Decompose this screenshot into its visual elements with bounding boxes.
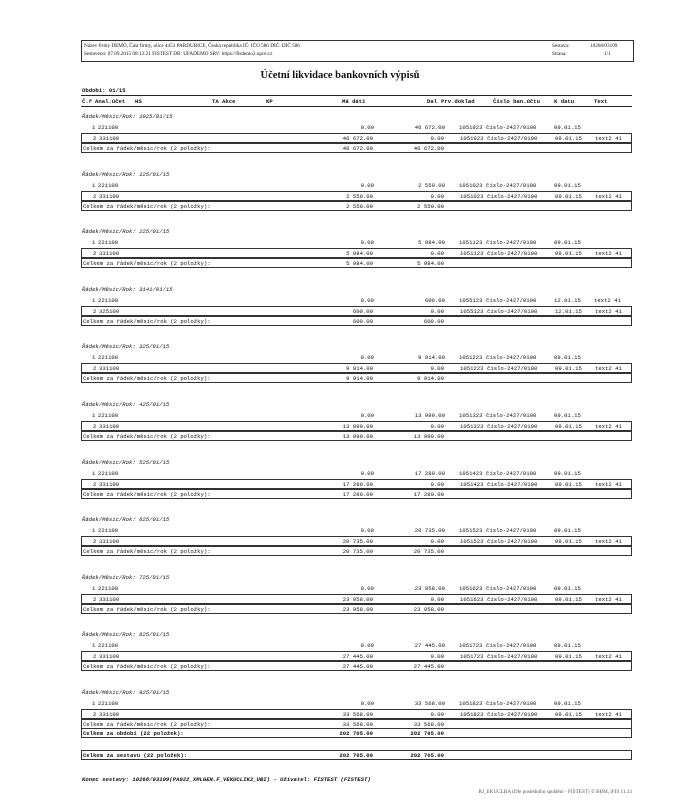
- row-number: 2: [93, 711, 97, 718]
- group-total-md: 33 568.00: [342, 721, 373, 728]
- table-row: [81, 641, 632, 650]
- row-doc: 1051023: [460, 192, 484, 200]
- group-label: Řádek/Měsíc/Rok: 425/01/15: [82, 401, 170, 408]
- row-ma-dati: 0.00: [360, 296, 374, 304]
- row-text: text2 41: [595, 192, 622, 200]
- period-total-row: [81, 728, 632, 738]
- group-total-md: 20 735.00: [342, 548, 373, 556]
- group-total-label: Celkem za řádek/měsíc/rok (2 položky):: [83, 375, 211, 383]
- col-cr: Č.ř: [82, 98, 93, 105]
- row-text: text2 41: [595, 365, 622, 373]
- group-total-label: Celkem za řádek/měsíc/rok (2 položky):: [83, 317, 211, 325]
- row-account: 221100: [98, 124, 119, 131]
- col-k-datu: K datu: [554, 98, 575, 105]
- group-total-label: Celkem za řádek/měsíc/rok (2 položky):: [83, 202, 211, 210]
- row-doc: 1051523: [459, 527, 483, 535]
- row-date: 09.01.15: [554, 527, 581, 535]
- group-total-d: 46 672.00: [413, 145, 444, 152]
- row-account: 221100: [98, 584, 119, 592]
- row-ma-dati: 17 280.00: [342, 480, 373, 488]
- sestava-label: Sestava:: [552, 43, 570, 49]
- row-bank-account: číslo-2427/0100: [486, 412, 537, 419]
- table-row: [81, 709, 632, 719]
- row-dal: 13 999.00: [414, 412, 445, 419]
- table-row: [81, 699, 632, 708]
- row-date: 09.01.15: [555, 480, 582, 488]
- row-bank-account: číslo-2427/0100: [487, 135, 538, 142]
- row-account: 221100: [98, 239, 119, 247]
- row-bank-account: číslo-2427/0100: [487, 250, 538, 258]
- table-row: [81, 363, 632, 373]
- group-label: Řádek/Měsíc/Rok: 3141/01/15: [82, 285, 173, 293]
- table-row: [81, 248, 632, 258]
- row-doc: 1051123: [460, 250, 484, 258]
- row-date: 09.01.15: [554, 469, 581, 477]
- row-number: 2: [93, 365, 97, 373]
- table-row: [81, 584, 632, 593]
- column-header-row: [81, 95, 632, 107]
- row-dal: 0.00: [430, 595, 444, 603]
- row-ma-dati: 0.00: [360, 469, 374, 477]
- group-label-row: [81, 458, 632, 467]
- row-bank-account: číslo-2427/0100: [487, 653, 538, 661]
- row-doc: 1051923: [459, 124, 483, 131]
- row-dal: 0.00: [430, 365, 444, 373]
- row-account: 221100: [98, 642, 119, 650]
- table-row: [81, 479, 632, 489]
- row-doc: 1051423: [459, 469, 483, 477]
- row-number: 1: [92, 296, 96, 304]
- row-doc: 1051223: [460, 365, 484, 373]
- row-dal: 23 958.00: [414, 584, 445, 592]
- group-label: Řádek/Měsíc/Rok: 925/01/15: [82, 689, 170, 696]
- row-bank-account: číslo-2427/0100: [487, 423, 538, 430]
- row-doc: 1051623: [459, 584, 483, 592]
- row-number: 2: [93, 480, 97, 488]
- group-label-row: [81, 688, 632, 697]
- row-ma-dati: 0.00: [360, 354, 374, 362]
- group-total-d: 9 914.00: [417, 375, 444, 383]
- row-number: 1: [92, 239, 96, 247]
- row-account: 221100: [98, 412, 119, 419]
- group-total-md: 46 672.00: [342, 145, 373, 152]
- row-date: 09.01.15: [554, 412, 581, 419]
- row-ma-dati: 13 999.00: [342, 423, 373, 430]
- row-dal: 0.00: [430, 653, 444, 661]
- row-bank-account: číslo-2427/0100: [487, 711, 538, 718]
- row-dal: 9 914.00: [418, 354, 445, 362]
- row-date: 09.01.15: [555, 653, 582, 661]
- group-label: Řádek/Měsíc/Rok: 525/01/15: [82, 458, 170, 466]
- row-account: 331100: [99, 365, 120, 373]
- col-ta: TA: [212, 98, 219, 105]
- col-kp: KP: [266, 98, 273, 105]
- row-bank-account: číslo-2427/0100: [486, 584, 537, 592]
- row-number: 2: [93, 250, 97, 258]
- row-number: 2: [93, 307, 97, 315]
- row-text: text2 41: [595, 653, 622, 661]
- col-dal: Dal: [427, 98, 438, 105]
- group-total-label: Celkem za řádek/měsíc/rok (2 položky):: [83, 490, 211, 498]
- table-row: [81, 421, 632, 431]
- row-dal: 33 568.00: [414, 700, 445, 707]
- group-total-row: [81, 431, 632, 441]
- row-ma-dati: 2 550.00: [346, 192, 373, 200]
- report-total-label: Celkem za sestavu (22 položek):: [83, 752, 188, 759]
- row-date: 09.01.15: [554, 239, 581, 247]
- row-dal: 0.00: [430, 423, 444, 430]
- period-total-md: 202 705.00: [339, 730, 373, 737]
- row-bank-account: číslo-2427/0100: [487, 307, 538, 315]
- group-total-md: 13 999.00: [342, 433, 373, 440]
- row-ma-dati: 0.00: [360, 412, 374, 419]
- group-total-row: [81, 373, 632, 383]
- row-dal: 0.00: [430, 135, 444, 142]
- period-total-d: 202 705.00: [410, 730, 444, 737]
- row-number: 2: [93, 595, 97, 603]
- row-doc: 1051023: [459, 181, 483, 189]
- row-bank-account: číslo-2427/0100: [486, 354, 537, 362]
- row-dal: 600.00: [424, 296, 445, 304]
- row-dal: 5 984.00: [418, 239, 445, 247]
- row-account: 221100: [98, 527, 119, 535]
- row-bank-account: číslo-2427/0100: [487, 365, 538, 373]
- row-account: 221100: [98, 181, 119, 189]
- period-label: Období: 01/15: [82, 87, 126, 94]
- group-label-row: [81, 515, 632, 524]
- row-ma-dati: 600.00: [352, 307, 373, 315]
- report-total-md: 202 705.00: [339, 752, 373, 759]
- row-dal: 2 550.00: [418, 181, 445, 189]
- group-label: Řádek/Měsíc/Rok: 625/01/15: [82, 516, 170, 524]
- row-doc: 1051823: [459, 700, 483, 707]
- table-row: [81, 536, 632, 546]
- group-total-md: 9 914.00: [346, 375, 373, 383]
- table-row: [81, 181, 632, 190]
- col-text: Text: [594, 98, 608, 105]
- row-date: 09.01.15: [555, 135, 582, 142]
- group-label: Řádek/Měsíc/Rok: 125/01/15: [82, 170, 170, 178]
- row-bank-account: číslo-2427/0100: [487, 595, 538, 603]
- table-row: [81, 133, 632, 143]
- row-dal: 0.00: [430, 307, 444, 315]
- group-label: Řádek/Měsíc/Rok: 1025/01/15: [82, 113, 173, 120]
- header-generated-line: Sestaveno: 07.09.2015 08:12:21 FISTEST DB: UFADEMO SRV: https://fisdemo2.upce.cz: [84, 51, 273, 57]
- row-number: 1: [92, 584, 96, 592]
- row-ma-dati: 9 914.00: [346, 365, 373, 373]
- row-text: text2 41: [595, 250, 622, 258]
- row-date: 09.01.15: [554, 700, 581, 707]
- row-doc: 1051823: [460, 711, 484, 718]
- row-ma-dati: 5 984.00: [346, 250, 373, 258]
- row-bank-account: číslo-2427/0100: [486, 469, 537, 477]
- group-total-md: 17 280.00: [342, 490, 373, 498]
- row-account: 331100: [99, 538, 120, 546]
- row-account: 331100: [99, 480, 120, 488]
- group-total-row: [81, 316, 632, 326]
- row-date: 12.01.15: [554, 296, 581, 304]
- row-doc: 1051723: [459, 642, 483, 650]
- row-doc: 1055123: [460, 307, 484, 315]
- row-text: text2 41: [595, 711, 622, 718]
- table-row: [81, 469, 632, 478]
- row-account: 331100: [99, 595, 120, 603]
- row-number: 1: [92, 181, 96, 189]
- row-ma-dati: 0.00: [360, 181, 374, 189]
- header-company-line: Název firmy DEMO, Část firmy, ulice 4453 PARDUBICE, Česká republika IČ: IČO 586 DIČ: DIČ 586: [84, 43, 300, 49]
- row-doc: 1051723: [460, 653, 484, 661]
- group-total-row: [81, 546, 632, 556]
- row-text: text2 41: [594, 296, 621, 304]
- row-bank-account: číslo-2427/0100: [486, 124, 537, 131]
- row-bank-account: číslo-2427/0100: [486, 700, 537, 707]
- group-total-label: Celkem za řádek/měsíc/rok (2 položky):: [83, 260, 211, 268]
- strana-label: Strana:: [552, 51, 567, 57]
- col-cislo: Číslo ban.účtu: [493, 98, 540, 105]
- report-end-line: Konec sestavy: 10268/03109(PA022_XMLGEN.F_VEKUCLIK2_UBI) - Uživatel: FISTEST (FISTEST): [82, 776, 371, 783]
- group-total-md: 600.00: [352, 317, 373, 325]
- row-number: 1: [92, 642, 96, 650]
- row-ma-dati: 20 735.00: [342, 538, 373, 546]
- row-ma-dati: 46 672.00: [342, 135, 373, 142]
- group-label-row: [81, 170, 632, 179]
- row-account: 325100: [99, 307, 120, 315]
- row-text: text2 41: [595, 135, 622, 142]
- row-number: 1: [92, 469, 96, 477]
- group-total-md: 23 958.00: [342, 605, 373, 613]
- table-row: [81, 411, 632, 420]
- group-label: Řádek/Měsíc/Rok: 825/01/15: [82, 631, 170, 639]
- row-dal: 46 672.00: [414, 124, 445, 131]
- row-ma-dati: 0.00: [360, 700, 374, 707]
- group-total-label: Celkem za řádek/měsíc/rok (2 položky):: [83, 433, 211, 440]
- row-doc: 1055123: [459, 296, 483, 304]
- group-total-d: 33 568.00: [413, 721, 444, 728]
- row-ma-dati: 27 445.00: [342, 653, 373, 661]
- row-bank-account: číslo-2427/0100: [486, 642, 537, 650]
- group-total-label: Celkem za řádek/měsíc/rok (2 položky):: [83, 663, 211, 671]
- row-date: 09.01.15: [554, 354, 581, 362]
- row-date: 09.01.15: [555, 192, 582, 200]
- group-total-md: 5 984.00: [346, 260, 373, 268]
- row-text: text2 41: [595, 480, 622, 488]
- group-total-md: 2 550.00: [346, 202, 373, 210]
- row-bank-account: číslo-2427/0100: [487, 538, 538, 546]
- group-total-label: Celkem za řádek/měsíc/rok (2 položky):: [83, 721, 211, 728]
- group-total-label: Celkem za řádek/měsíc/rok (2 položky):: [83, 605, 211, 613]
- row-account: 221100: [98, 469, 119, 477]
- table-row: [81, 651, 632, 661]
- group-total-d: 20 735.00: [413, 548, 444, 556]
- report-footer-right: RJ_EKUCLBA (Dle posledního spuštění - FISTEST) © BBM, iFIS 11.13: [478, 789, 632, 795]
- group-label: Řádek/Měsíc/Rok: 225/01/15: [82, 228, 170, 236]
- row-bank-account: číslo-2427/0100: [487, 192, 538, 200]
- group-total-d: 27 445.00: [413, 663, 444, 671]
- report-title: Účetní likvidace bankovních výpisů: [260, 70, 420, 81]
- report-total-d: 202 705.00: [410, 752, 444, 759]
- table-row: [81, 353, 632, 362]
- row-text: text2 41: [595, 538, 622, 546]
- table-row: [81, 296, 632, 305]
- group-label-row: [81, 573, 632, 582]
- group-total-d: 13 999.00: [413, 433, 444, 440]
- row-number: 1: [92, 354, 96, 362]
- row-doc: 1051323: [460, 423, 484, 430]
- row-ma-dati: 0.00: [360, 642, 374, 650]
- row-ma-dati: 0.00: [360, 239, 374, 247]
- row-bank-account: číslo-2427/0100: [486, 239, 537, 247]
- row-doc: 1051523: [460, 538, 484, 546]
- row-number: 2: [93, 538, 97, 546]
- row-account: 331100: [99, 653, 120, 661]
- row-dal: 27 445.00: [414, 642, 445, 650]
- row-date: 09.01.15: [555, 365, 582, 373]
- col-akce: Akce: [222, 98, 236, 105]
- group-total-d: 600.00: [423, 317, 444, 325]
- row-dal: 0.00: [430, 250, 444, 258]
- row-number: 2: [93, 423, 97, 430]
- row-account: 331100: [99, 192, 120, 200]
- row-date: 09.01.15: [554, 124, 581, 131]
- group-total-row: [81, 489, 632, 499]
- row-account: 331100: [99, 423, 120, 430]
- col-ma-dati: Má dáti: [342, 98, 366, 105]
- group-total-d: 23 958.00: [413, 605, 444, 613]
- group-label-row: [81, 112, 632, 121]
- row-date: 09.01.15: [554, 181, 581, 189]
- row-dal: 0.00: [430, 711, 444, 718]
- row-doc: 1051623: [460, 595, 484, 603]
- row-date: 09.01.15: [555, 538, 582, 546]
- sestava-value: 10268/03109: [590, 43, 618, 49]
- period-total-label: Celkem za období (22 položek):: [83, 730, 184, 737]
- group-total-row: [81, 143, 632, 153]
- row-date: 09.01.15: [555, 250, 582, 258]
- row-number: 2: [93, 135, 97, 142]
- group-label-row: [81, 285, 632, 294]
- group-total-label: Celkem za řádek/měsíc/rok (2 položky):: [83, 548, 211, 556]
- table-row: [81, 238, 632, 247]
- group-total-row: [81, 604, 632, 614]
- row-dal: 0.00: [430, 480, 444, 488]
- row-number: 1: [92, 527, 96, 535]
- strana-value: 1/1: [604, 51, 611, 57]
- row-dal: 0.00: [430, 538, 444, 546]
- row-doc: 1051223: [459, 354, 483, 362]
- row-ma-dati: 0.00: [360, 124, 374, 131]
- row-number: 1: [92, 700, 96, 707]
- row-doc: 1051323: [459, 412, 483, 419]
- row-date: 09.01.15: [555, 423, 582, 430]
- row-dal: 17 280.00: [414, 469, 445, 477]
- table-row: [81, 594, 632, 604]
- table-row: [81, 123, 632, 132]
- row-dal: 20 735.00: [414, 527, 445, 535]
- row-account: 331100: [99, 135, 120, 142]
- row-doc: 1051423: [460, 480, 484, 488]
- row-dal: 0.00: [430, 192, 444, 200]
- row-bank-account: číslo-2427/0100: [487, 480, 538, 488]
- row-account: 221100: [98, 296, 119, 304]
- row-date: 09.01.15: [554, 642, 581, 650]
- row-number: 2: [93, 653, 97, 661]
- report-header: [81, 40, 634, 62]
- group-total-md: 27 445.00: [342, 663, 373, 671]
- col-hs: HS: [135, 98, 142, 105]
- row-text: text2 41: [595, 595, 622, 603]
- row-account: 221100: [98, 354, 119, 362]
- row-text: text2 41: [595, 307, 622, 315]
- group-label-row: [81, 400, 632, 409]
- group-label: Řádek/Měsíc/Rok: 725/01/15: [82, 573, 170, 581]
- group-label: Řádek/Měsíc/Rok: 325/01/15: [82, 343, 170, 351]
- group-label-row: [81, 227, 632, 236]
- row-number: 2: [93, 192, 97, 200]
- row-bank-account: číslo-2427/0100: [486, 527, 537, 535]
- row-date: 09.01.15: [555, 711, 582, 718]
- col-anal: Anal.účet: [95, 98, 126, 105]
- group-total-label: Celkem za řádek/měsíc/rok (2 položky):: [83, 145, 211, 152]
- group-label-row: [81, 342, 632, 351]
- row-ma-dati: 0.00: [360, 584, 374, 592]
- row-bank-account: číslo-2427/0100: [486, 181, 537, 189]
- row-bank-account: číslo-2427/0100: [486, 296, 537, 304]
- row-account: 331100: [99, 250, 120, 258]
- row-account: 331100: [99, 711, 120, 718]
- table-row: [81, 306, 632, 316]
- row-doc: 1051123: [459, 239, 483, 247]
- row-date: 12.01.15: [555, 307, 582, 315]
- col-prv: Prv.doklad: [441, 98, 475, 105]
- row-number: 1: [92, 124, 96, 131]
- group-total-row: [81, 258, 632, 268]
- table-row: [81, 191, 632, 201]
- group-total-row: [81, 201, 632, 211]
- group-label-row: [81, 630, 632, 639]
- row-date: 09.01.15: [554, 584, 581, 592]
- group-total-d: 17 280.00: [413, 490, 444, 498]
- row-doc: 1051923: [460, 135, 484, 142]
- row-account: 221100: [98, 700, 119, 707]
- row-number: 1: [92, 412, 96, 419]
- row-ma-dati: 23 958.00: [342, 595, 373, 603]
- row-ma-dati: 33 568.00: [342, 711, 373, 718]
- table-row: [81, 526, 632, 535]
- row-date: 09.01.15: [555, 595, 582, 603]
- group-total-d: 5 984.00: [417, 260, 444, 268]
- report-total-row: [81, 750, 632, 760]
- row-ma-dati: 0.00: [360, 527, 374, 535]
- group-total-row: [81, 661, 632, 671]
- group-total-d: 2 550.00: [417, 202, 444, 210]
- row-text: text2 41: [595, 423, 622, 430]
